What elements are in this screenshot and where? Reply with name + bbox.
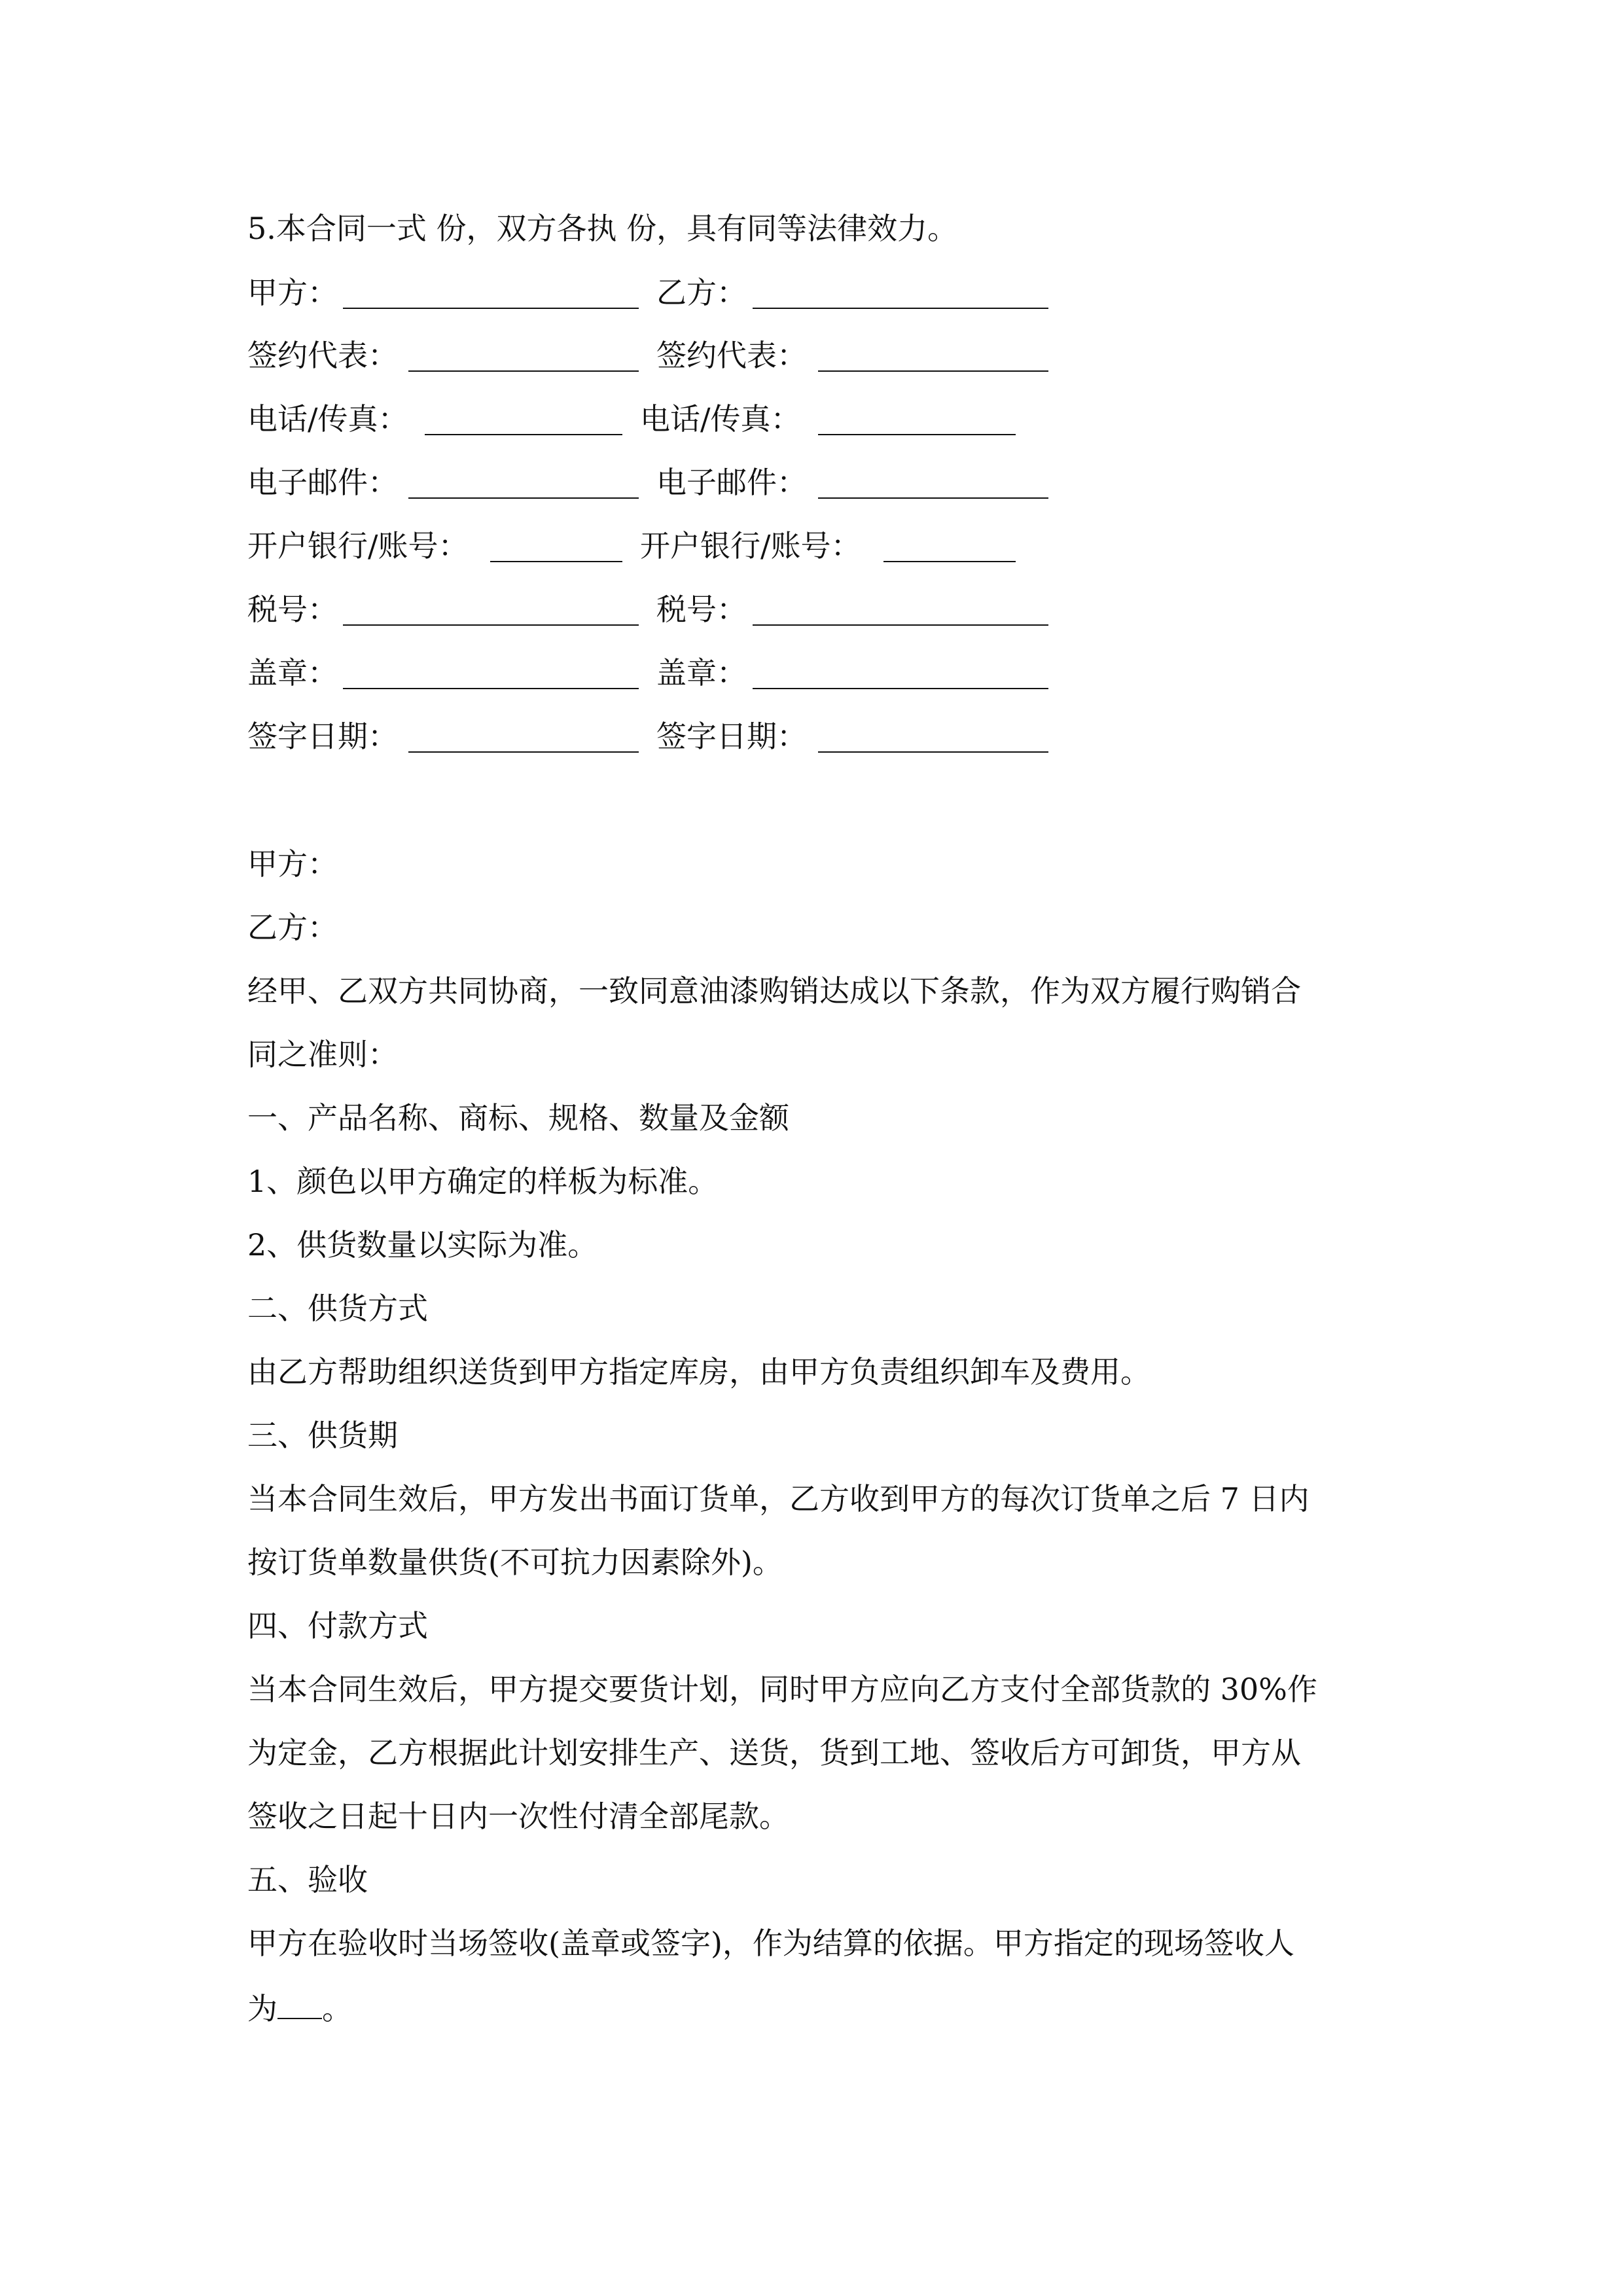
clause-5: 5.本合同一式 份，双方各执 份，具有同等法律效力。: [247, 211, 958, 246]
phone-fax-b-label: 电话/传真：: [640, 401, 801, 437]
rep-a-field[interactable]: [408, 370, 639, 372]
party-b-heading: 乙方：: [247, 910, 338, 945]
sign-date-a-field[interactable]: [408, 751, 639, 753]
rep-a-label: 签约代表：: [247, 338, 398, 373]
section-1-item-2: 2、供货数量以实际为准。: [247, 1227, 598, 1263]
section-3-body-line: 当本合同生效后，甲方发出书面订货单，乙方收到甲方的每次订货单之后 7 日内: [247, 1481, 1310, 1516]
section-1-item-1: 1、颜色以甲方确定的样板为标准。: [247, 1164, 719, 1199]
party-a-label: 甲方：: [247, 275, 338, 310]
section-4-body-line: 为定金，乙方根据此计划安排生产、送货，货到工地、签收后方可卸货，甲方从: [247, 1735, 1301, 1770]
onsite-signer-field[interactable]: [277, 1992, 322, 2019]
bank-account-a-label: 开户银行/账号：: [247, 528, 469, 564]
section-5-body-line: [247, 1992, 352, 2024]
seal-a-label: 盖章：: [247, 655, 338, 691]
section-2-body: 由乙方帮助组织送货到甲方指定库房，由甲方负责组织卸车及费用。: [247, 1354, 1150, 1390]
email-a-label: 电子邮件：: [247, 465, 398, 500]
sign-date-b-label: 签字日期：: [656, 719, 807, 754]
rep-b-label: 签约代表：: [656, 338, 807, 373]
rep-b-field[interactable]: [818, 370, 1048, 372]
section-2-title: 二、供货方式: [247, 1291, 428, 1326]
sign-date-a-label: 签字日期：: [247, 719, 398, 754]
seal-a-field[interactable]: [343, 688, 639, 689]
tax-id-a-field[interactable]: [343, 624, 639, 626]
section-5-suffix: 。: [322, 1991, 352, 2026]
party-a-heading: 甲方：: [247, 846, 338, 882]
phone-fax-a-label: 电话/传真：: [247, 401, 408, 437]
seal-b-field[interactable]: [753, 688, 1048, 689]
email-b-label: 电子邮件：: [656, 465, 807, 500]
intro-line: 同之准则：: [247, 1037, 398, 1072]
tax-id-b-label: 税号：: [656, 592, 747, 627]
bank-account-b-label: 开户银行/账号：: [640, 528, 861, 564]
section-5-title: 五、验收: [247, 1862, 368, 1897]
section-3-body-line: 按订货单数量供货(不可抗力因素除外)。: [247, 1545, 783, 1580]
tax-id-a-label: 税号：: [247, 592, 338, 627]
intro-line: 经甲、乙双方共同协商，一致同意油漆购销达成以下条款，作为双方履行购销合: [247, 973, 1301, 1009]
section-5-body-line: 甲方在验收时当场签收(盖章或签字)，作为结算的依据。甲方指定的现场签收人: [247, 1926, 1294, 1961]
tax-id-b-field[interactable]: [753, 624, 1048, 626]
email-a-field[interactable]: [408, 497, 639, 499]
email-b-field[interactable]: [818, 497, 1048, 499]
phone-fax-a-field[interactable]: [425, 434, 622, 435]
party-b-label: 乙方：: [656, 275, 747, 310]
phone-fax-b-field[interactable]: [818, 434, 1016, 435]
section-4-body-line: 签收之日起十日内一次性付清全部尾款。: [247, 1799, 789, 1834]
party-a-field[interactable]: [343, 308, 639, 309]
section-1-title: 一、产品名称、商标、规格、数量及金额: [247, 1100, 789, 1136]
bank-account-a-field[interactable]: [490, 561, 622, 562]
section-5-prefix: 为: [247, 1991, 277, 2026]
party-b-field[interactable]: [753, 308, 1048, 309]
seal-b-label: 盖章：: [656, 655, 747, 691]
section-3-title: 三、供货期: [247, 1418, 398, 1453]
sign-date-b-field[interactable]: [818, 751, 1048, 753]
bank-account-b-field[interactable]: [883, 561, 1016, 562]
section-4-body-line: 当本合同生效后，甲方提交要货计划，同时甲方应向乙方支付全部货款的 30%作: [247, 1672, 1317, 1707]
section-4-title: 四、付款方式: [247, 1608, 428, 1643]
